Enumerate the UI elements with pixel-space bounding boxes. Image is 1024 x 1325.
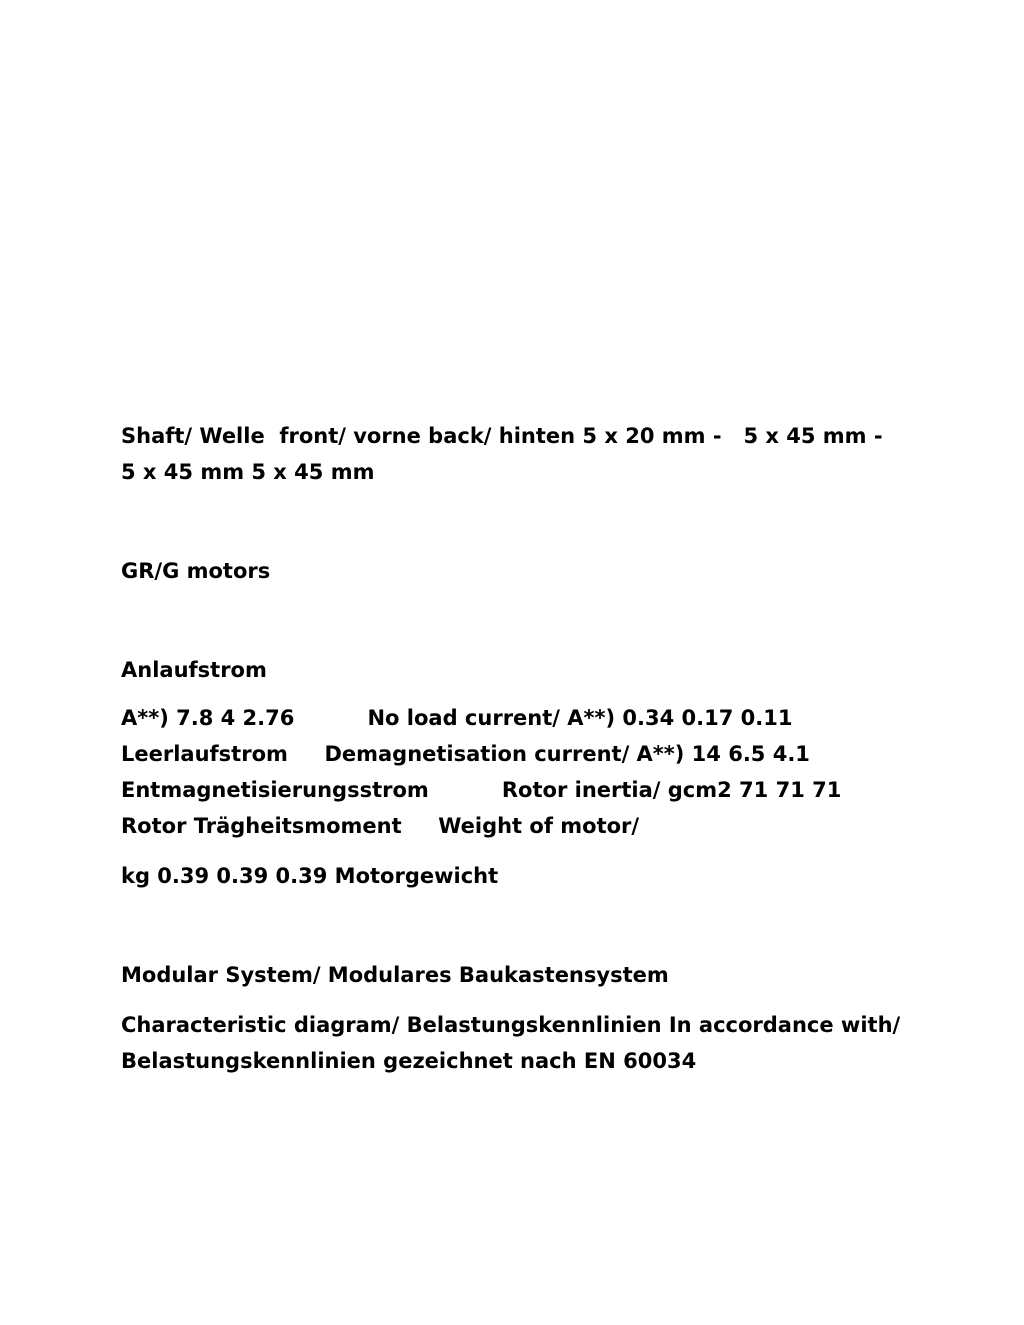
characteristic-diagram-line-1: Characteristic diagram/ Belastungskennlinien In accordance with/ xyxy=(121,1013,901,1037)
characteristic-diagram-line-2: Belastungskennlinien gezeichnet nach EN 60034 xyxy=(121,1049,697,1073)
spec-line-4: Rotor Trägheitsmoment Weight of motor/ xyxy=(121,814,640,838)
spec-line-1: A**) 7.8 4 2.76 No load current/ A**) 0.34 0.17 0.11 xyxy=(121,706,793,730)
spec-line-2: Leerlaufstrom Demagnetisation current/ A**) 14 6.5 4.1 xyxy=(121,742,810,766)
shaft-spec-line-1: Shaft/ Welle front/ vorne back/ hinten 5 x 20 mm - 5 x 45 mm - xyxy=(121,424,883,448)
modular-system-heading: Modular System/ Modulares Baukastensystem xyxy=(121,963,669,987)
spec-line-3: Entmagnetisierungsstrom Rotor inertia/ gcm2 71 71 71 xyxy=(121,778,842,802)
weight-line: kg 0.39 0.39 0.39 Motorgewicht xyxy=(121,864,499,888)
shaft-spec-line-2: 5 x 45 mm 5 x 45 mm xyxy=(121,460,375,484)
motors-heading: GR/G motors xyxy=(121,559,271,583)
anlaufstrom-heading: Anlaufstrom xyxy=(121,658,267,682)
